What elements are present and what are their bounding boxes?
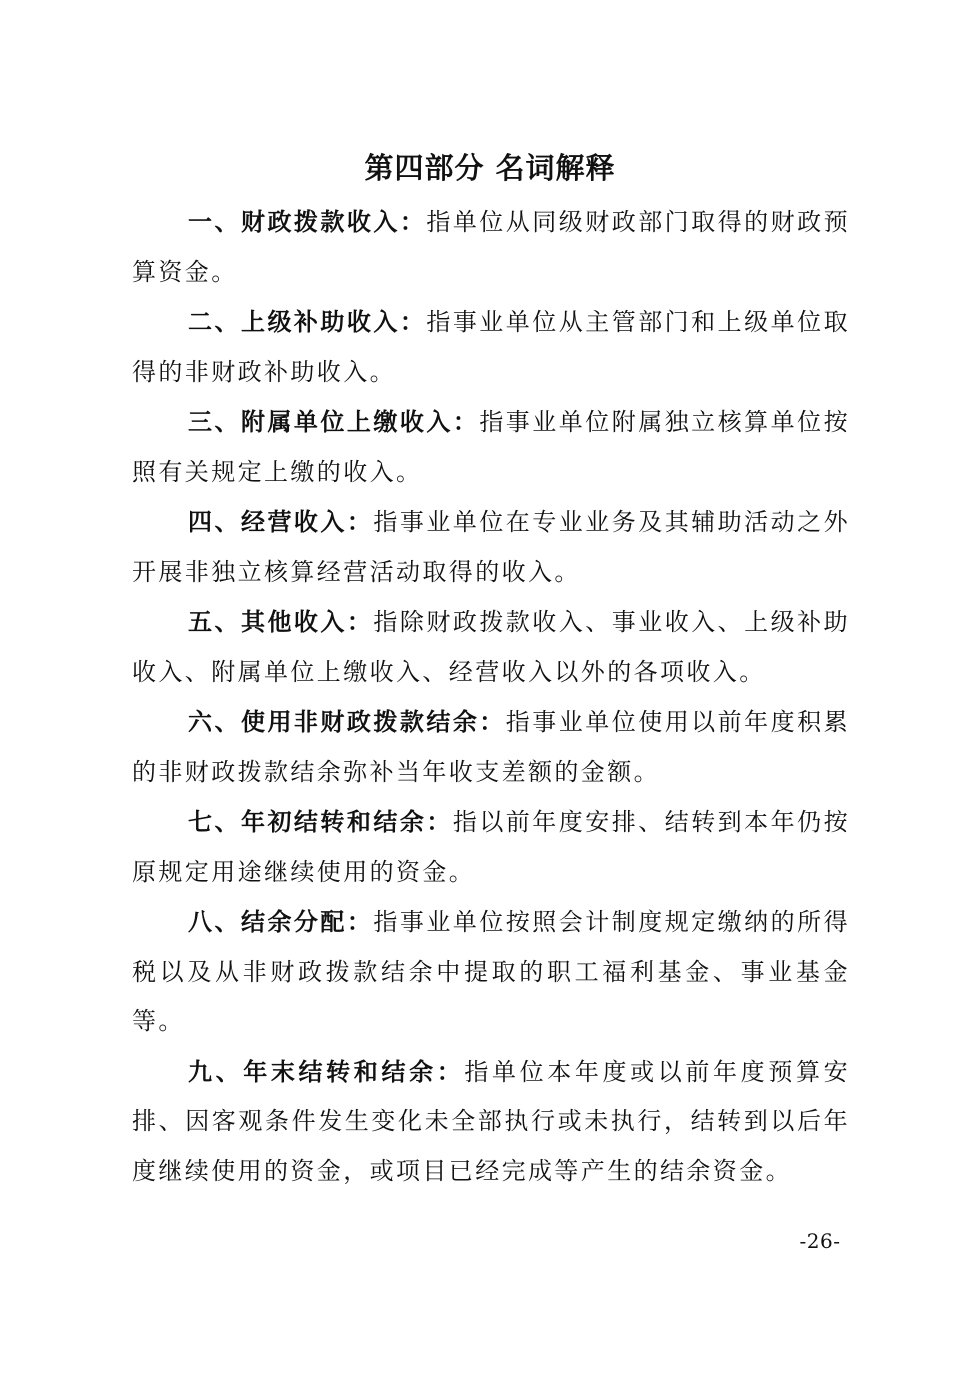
glossary-term: 四、经营收入： [188, 507, 374, 536]
glossary-term: 三、附属单位上缴收入： [188, 407, 480, 436]
glossary-term: 九、年末结转和结余： [188, 1056, 465, 1086]
glossary-entry-3 [132, 397, 850, 497]
glossary-term: 六、使用非财政拨款结余： [188, 707, 506, 736]
glossary-entry-5 [132, 597, 850, 697]
glossary-entry-9 [132, 1047, 850, 1197]
glossary-definition: 指事业单位在专业业务及其辅助活动之外开展非独立核算经营活动取得的收入。 [132, 508, 850, 586]
glossary-entry-2 [132, 297, 850, 397]
glossary-term: 五、其他收入： [188, 607, 374, 636]
glossary-definition: 指以前年度安排、结转到本年仍按原规定用途继续使用的资金。 [132, 808, 851, 886]
glossary-definition: 指单位从同级财政部门取得的财政预算资金。 [132, 208, 850, 286]
glossary-entry-1 [132, 197, 850, 297]
glossary-entry-6 [132, 697, 850, 797]
page-number: -26- [799, 1229, 841, 1253]
page-title: 第四部分 名词解释 [364, 151, 616, 185]
glossary-definition: 指事业单位使用以前年度积累的非财政拨款结余弥补当年收支差额的金额。 [132, 708, 850, 786]
glossary-term: 七、年初结转和结余： [188, 807, 453, 836]
glossary-entry-7 [132, 797, 850, 897]
glossary-entry-4 [132, 497, 850, 597]
glossary-definition: 指事业单位附属独立核算单位按照有关规定上缴的收入。 [132, 408, 850, 486]
glossary-term: 八、结余分配： [188, 907, 374, 936]
glossary-definition: 指事业单位从主管部门和上级单位取得的非财政补助收入。 [132, 308, 850, 386]
glossary-definition: 指除财政拨款收入、事业收入、上级补助收入、附属单位上缴收入、经营收入以外的各项收入。 [132, 608, 850, 686]
glossary-term: 二、上级补助收入： [188, 307, 427, 336]
glossary-entry-8 [132, 897, 850, 1047]
glossary-term: 一、财政拨款收入： [188, 207, 427, 236]
glossary-list [132, 197, 850, 1196]
glossary-definition: 指单位本年度或以前年度预算安排、因客观条件发生变化未全部执行或未执行，结转到以后年度继续使用的资金，或项目已经完成等产生的结余资金。 [132, 1057, 850, 1185]
glossary-definition: 指事业单位按照会计制度规定缴纳的所得税以及从非财政拨款结余中提取的职工福利基金、事业基金等。 [132, 908, 850, 1035]
